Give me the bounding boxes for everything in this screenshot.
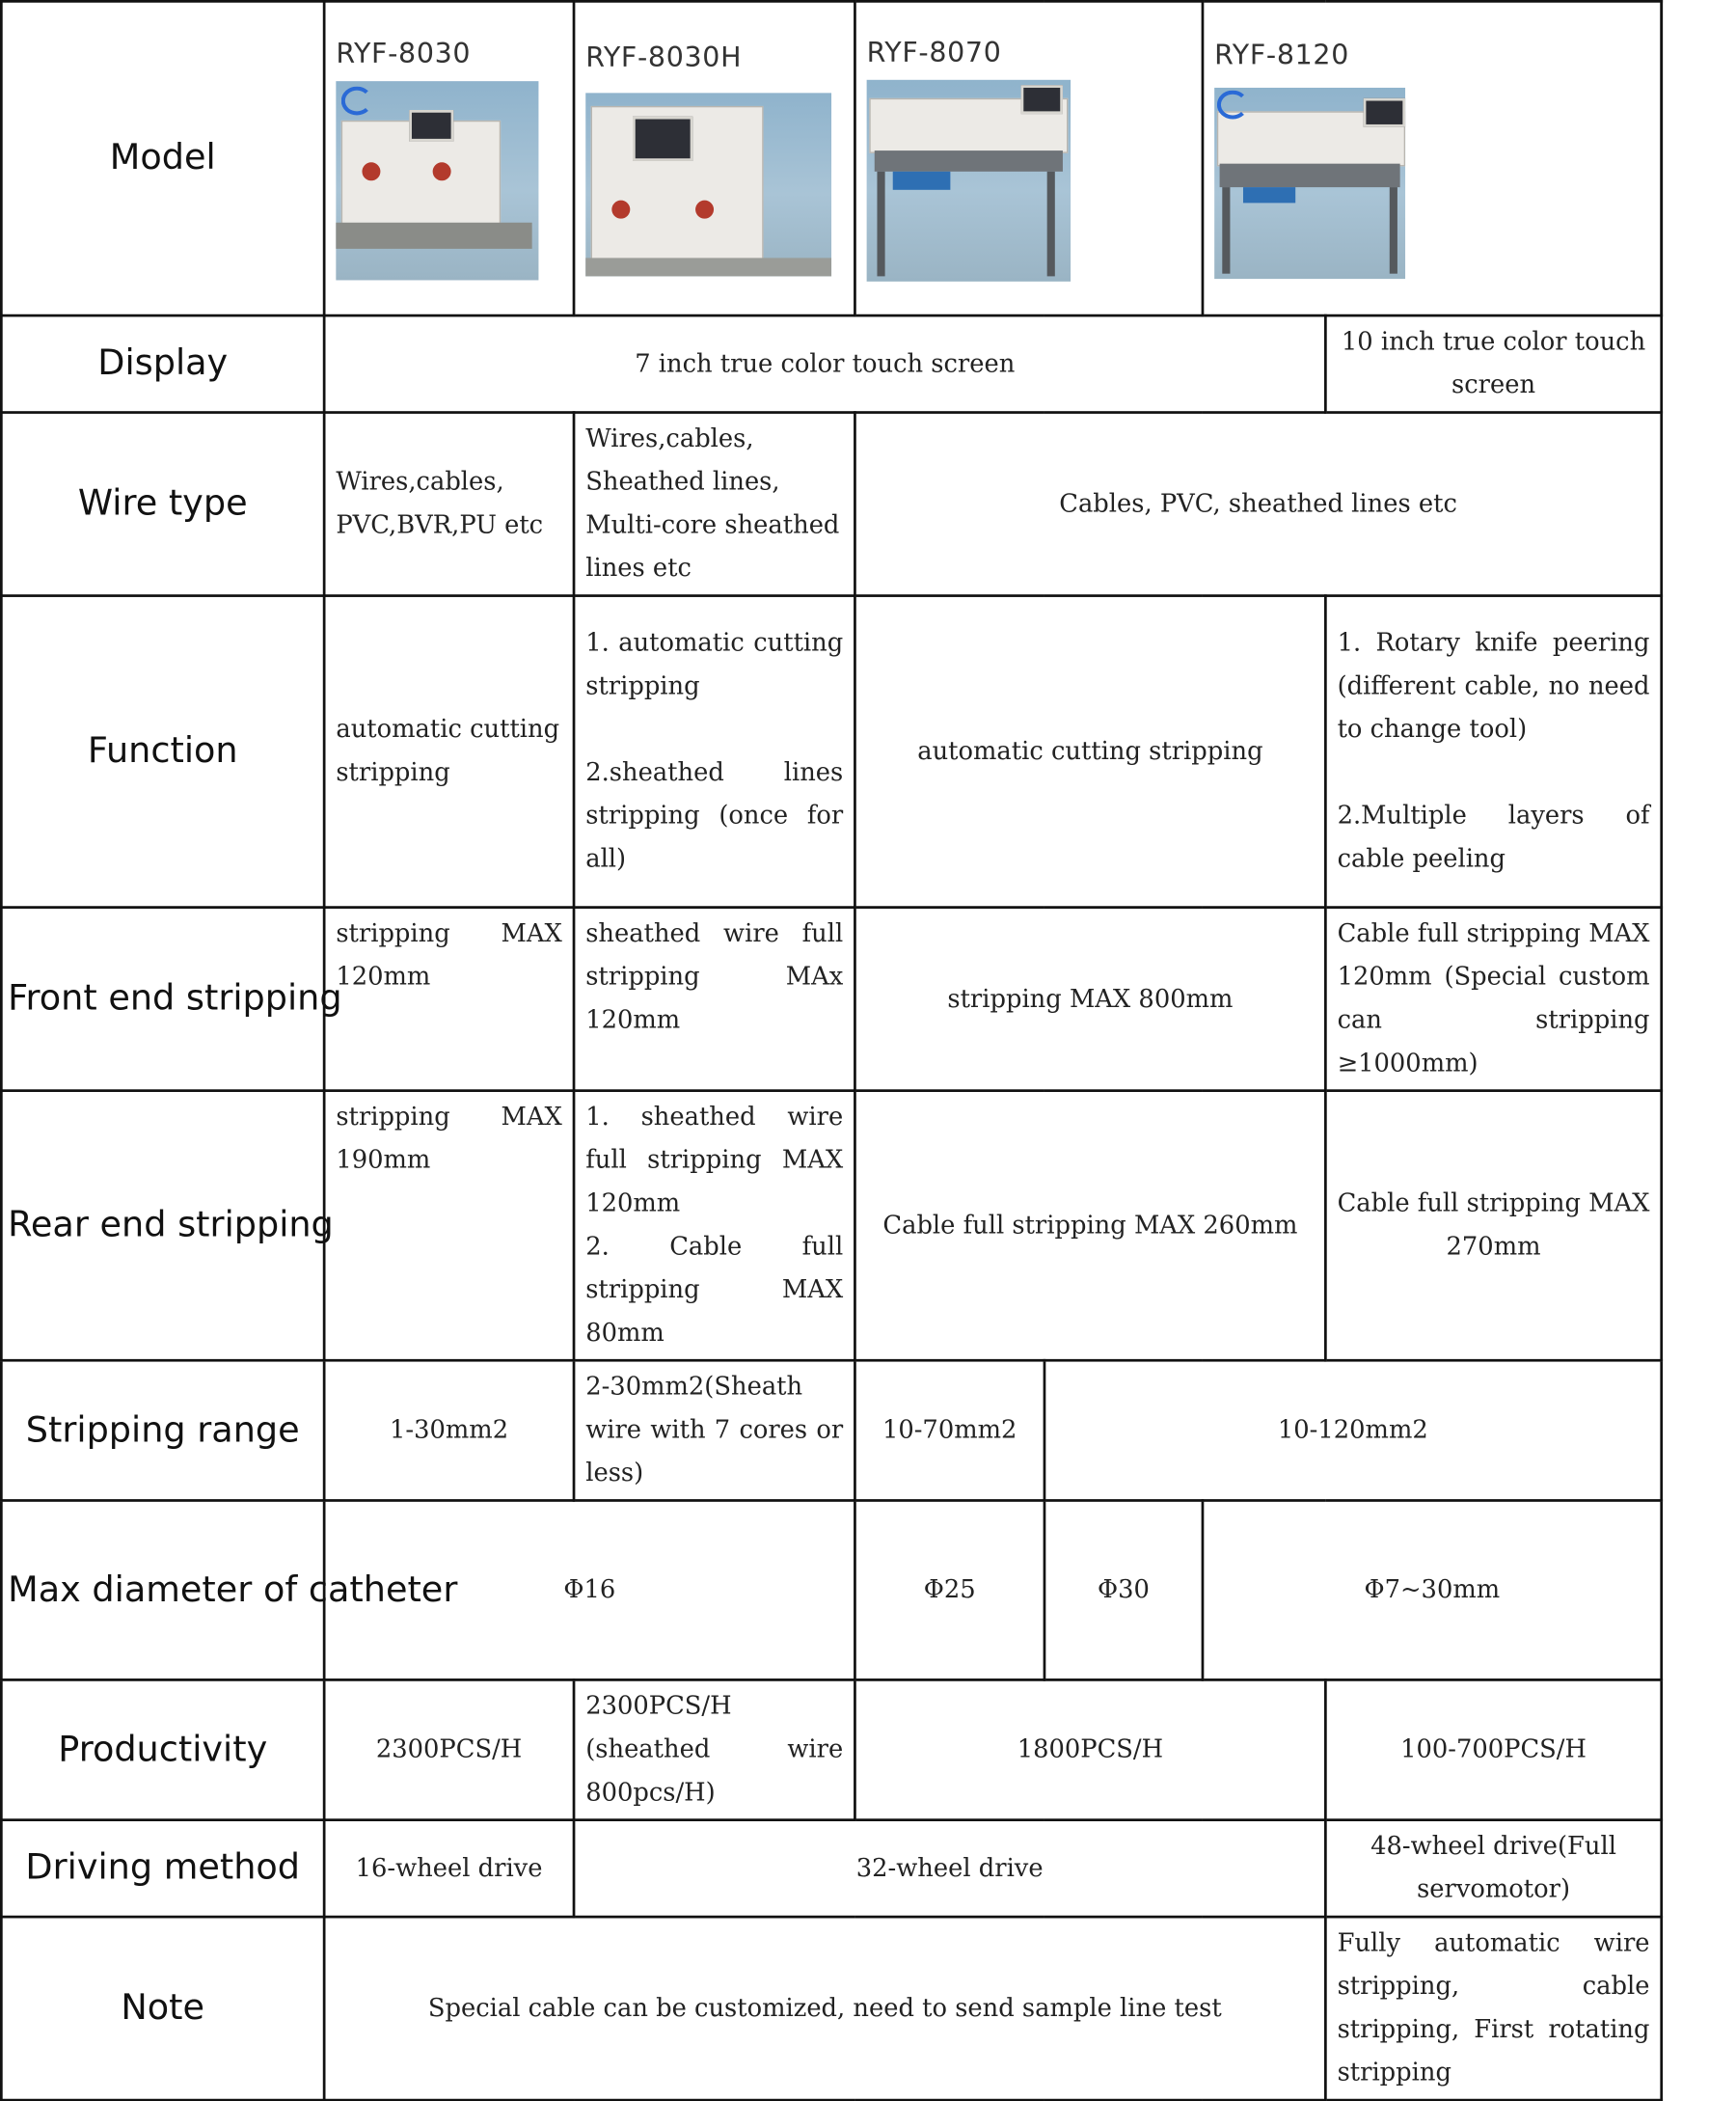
- function-x-cell: 1. Rotary knife peering (different cable, no need to change tool) 2.Multiple layers of cable peeling: [1325, 596, 1661, 908]
- function-8030h-cell: 1. automatic cutting stripping 2.sheathed lines stripping (once for all): [574, 596, 854, 908]
- range-8030h-cell: 2-30mm2(Sheath wire with 7 cores or less): [574, 1360, 854, 1500]
- productivity-8030-cell: 2300PCS/H: [324, 1679, 574, 1819]
- row-stripping-range: [1, 1360, 1661, 1500]
- machine-photo-icon: [336, 81, 538, 280]
- row-model: [1, 1, 1661, 315]
- model-name: RYF-8030H: [585, 41, 743, 74]
- productivity-mid-cell: 1800PCS/H: [854, 1679, 1325, 1819]
- row-header-stripping-range: Stripping range: [1, 1360, 324, 1500]
- row-header-function: Function: [1, 596, 324, 908]
- diameter-8070-cell: Φ25: [854, 1500, 1044, 1679]
- front-end-mid-cell: stripping MAX 800mm: [854, 908, 1325, 1091]
- row-display: [1, 315, 1661, 412]
- display-shared-cell: 7 inch true color touch screen: [324, 315, 1325, 412]
- front-end-8030h-cell: sheathed wire full stripping MAx 120mm: [574, 908, 854, 1091]
- wire-type-others-cell: Cables, PVC, sheathed lines etc: [854, 413, 1661, 596]
- rear-end-8030-cell: stripping MAX 190mm: [324, 1091, 574, 1361]
- row-header-model: Model: [1, 1, 324, 315]
- row-front-end: [1, 908, 1661, 1091]
- model-name: RYF-8030: [336, 38, 472, 69]
- model-cell-ryf-8030: [324, 1, 574, 315]
- function-mid-cell: automatic cutting stripping: [854, 596, 1325, 908]
- display-x-cell: 10 inch true color touch screen: [1325, 315, 1661, 412]
- row-driving-method: [1, 1820, 1661, 1917]
- productivity-x-cell: 100-700PCS/H: [1325, 1679, 1661, 1819]
- row-header-display: Display: [1, 315, 324, 412]
- row-function: [1, 596, 1661, 908]
- row-max-diameter: [1, 1500, 1661, 1679]
- diameter-x-cell: Φ7~30mm: [1203, 1500, 1662, 1679]
- row-rear-end: [1, 1091, 1661, 1361]
- row-productivity: [1, 1679, 1661, 1819]
- driving-8030-cell: 16-wheel drive: [324, 1820, 574, 1917]
- model-cell-ryf-8120: [1203, 1, 1662, 315]
- wire-type-8030h-cell: Wires,cables, Sheathed lines, Multi-core sheathed lines etc: [574, 413, 854, 596]
- wire-type-8030-cell: Wires,cables, PVC,BVR,PU etc: [324, 413, 574, 596]
- machine-photo-icon: [867, 80, 1071, 282]
- rear-end-mid-cell: Cable full stripping MAX 260mm: [854, 1091, 1325, 1361]
- rear-end-x-cell: Cable full stripping MAX 270mm: [1325, 1091, 1661, 1361]
- rear-end-8030h-cell: 1. sheathed wire full stripping MAX 120mm 2. Cable full stripping MAX 80mm: [574, 1091, 854, 1361]
- row-header-wire-type: Wire type: [1, 413, 324, 596]
- row-header-note: Note: [1, 1917, 324, 2100]
- row-header-productivity: Productivity: [1, 1679, 324, 1819]
- diameter-first-two-cell: Φ16: [324, 1500, 854, 1679]
- model-name: RYF-8070: [866, 37, 1002, 68]
- productivity-8030h-cell: 2300PCS/H (sheathed wire 800pcs/H): [574, 1679, 854, 1819]
- model-name: RYF-8120: [1214, 39, 1350, 71]
- note-shared-cell: Special cable can be customized, need to send sample line test: [324, 1917, 1325, 2100]
- row-note: [1, 1917, 1661, 2100]
- machine-photo-icon: [1214, 88, 1405, 279]
- front-end-x-cell: Cable full stripping MAX 120mm (Special custom can stripping ≥1000mm): [1325, 908, 1661, 1091]
- row-header-max-diameter: Max diameter of catheter: [1, 1500, 324, 1679]
- row-wire-type: [1, 413, 1661, 596]
- diameter-8120-cell: Φ30: [1044, 1500, 1203, 1679]
- note-x-cell: Fully automatic wire stripping, cable stripping, First rotating stripping: [1325, 1917, 1661, 2100]
- driving-x-cell: 48-wheel drive(Full servomotor): [1325, 1820, 1661, 1917]
- machine-photo-icon: [585, 93, 831, 276]
- range-8070-cell: 10-70mm2: [854, 1360, 1044, 1500]
- function-8030-cell: automatic cutting stripping: [324, 596, 574, 908]
- range-8030-cell: 1-30mm2: [324, 1360, 574, 1500]
- row-header-front-end: Front end stripping: [1, 908, 324, 1091]
- front-end-8030-cell: stripping MAX 120mm: [324, 908, 574, 1091]
- row-header-driving-method: Driving method: [1, 1820, 324, 1917]
- model-cell-ryf-8030h: [574, 1, 854, 315]
- driving-mid-cell: 32-wheel drive: [574, 1820, 1325, 1917]
- range-rest-cell: 10-120mm2: [1044, 1360, 1662, 1500]
- row-header-rear-end: Rear end stripping: [1, 1091, 324, 1361]
- model-cell-ryf-8070: [854, 1, 1203, 315]
